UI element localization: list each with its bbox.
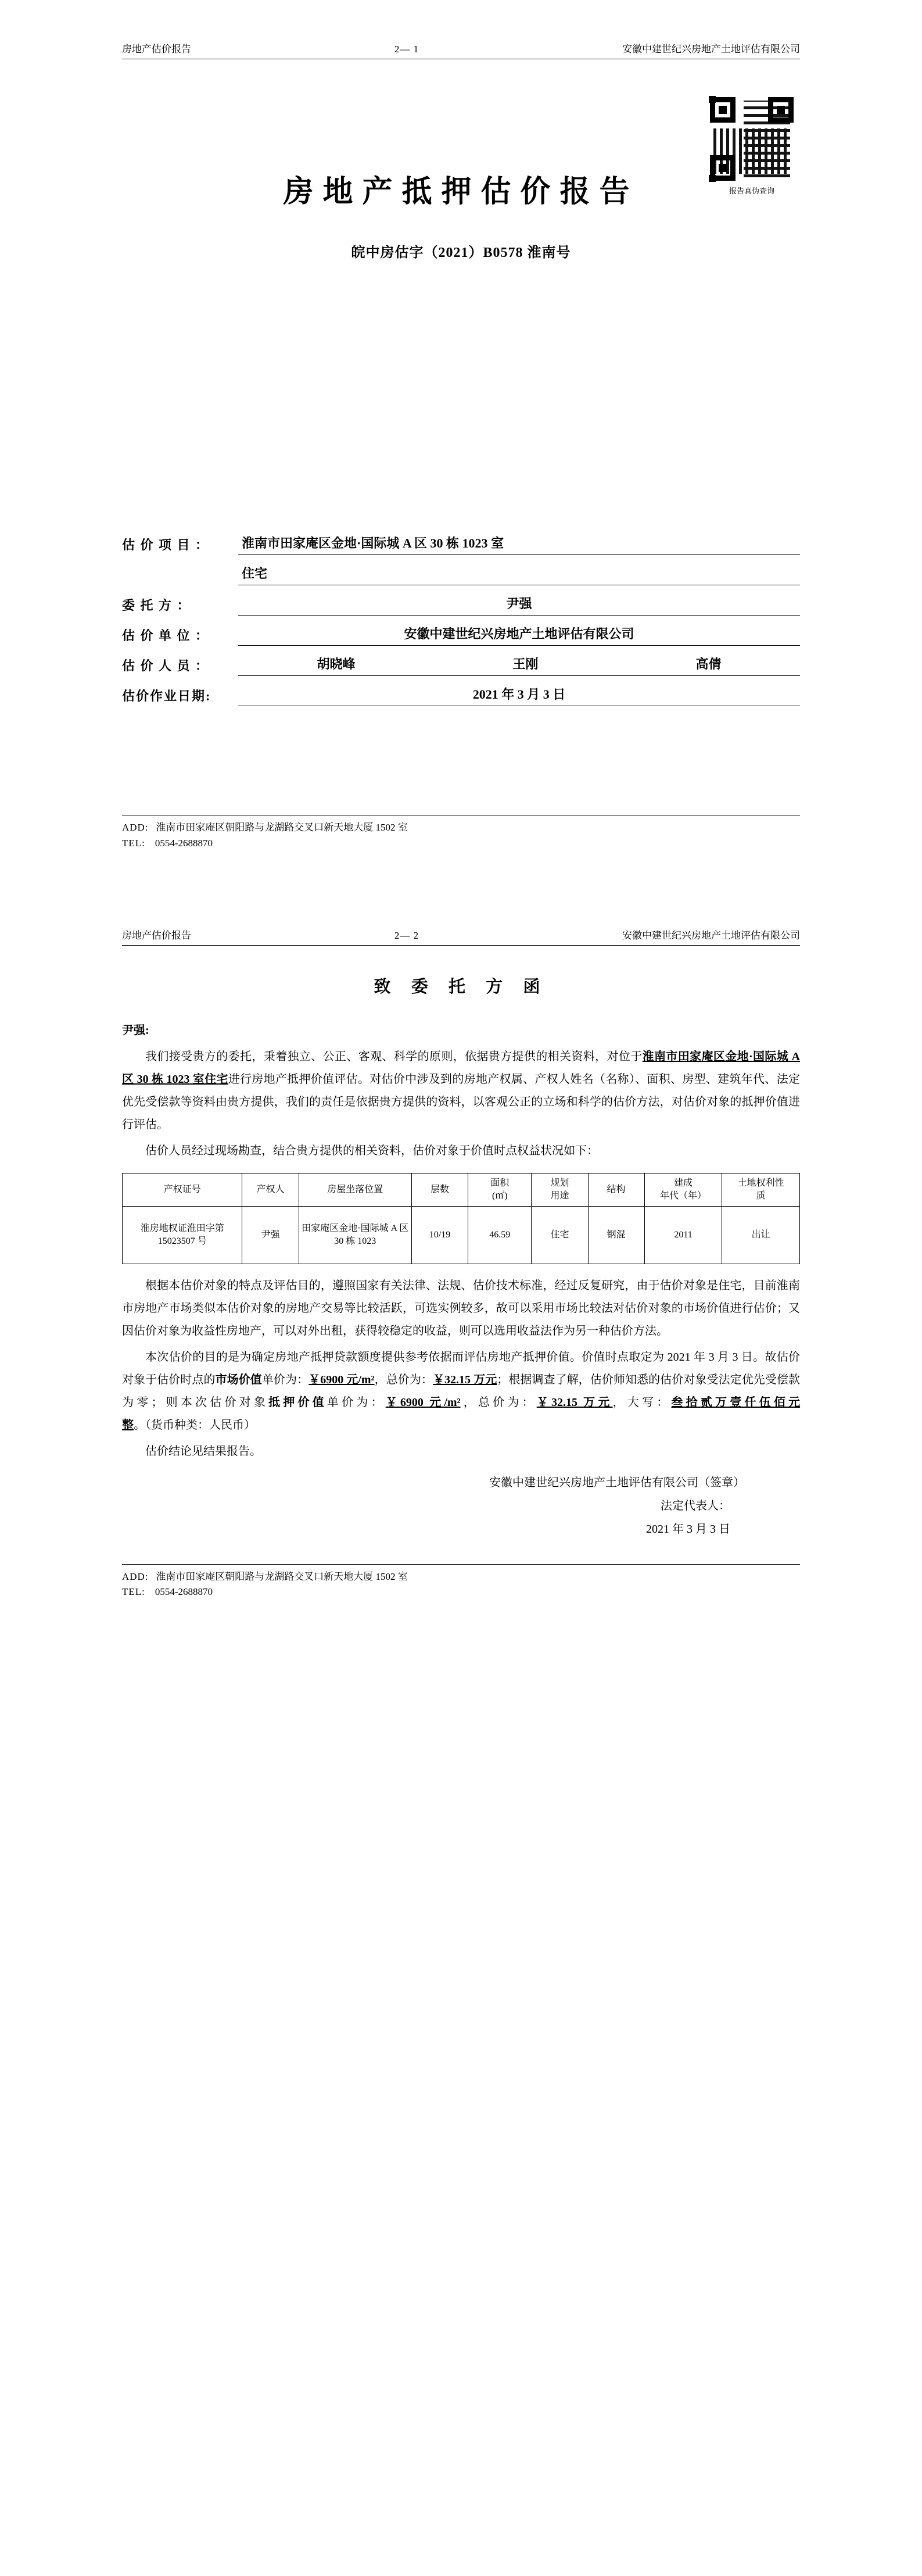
field-label-project: 估 价 项 目 ： (122, 538, 210, 553)
qr-verification-block (702, 96, 801, 196)
field-value-firm[interactable]: 安徽中建世纪兴房地产土地评估有限公司 (238, 625, 800, 646)
col-location: 房屋坐落位置 (299, 1173, 411, 1206)
cell-land-right: 出让 (722, 1206, 800, 1264)
col-owner: 产权人 (242, 1173, 299, 1206)
letter-salutation: 尹强: (122, 1024, 149, 1037)
header-page-marker: 2— 1 (394, 44, 419, 55)
appraiser-name-1: 胡晓峰 (317, 656, 356, 671)
mortgage-value-label: 抵押价值 (268, 1396, 327, 1409)
footer-address-label-2: ADD: (122, 1570, 149, 1582)
col-floor: 层数 (411, 1173, 468, 1206)
subject-property-inline: 淮南市田家庵区金地·国际城 A 区 30 栋 1023 室住宅 (122, 1050, 800, 1086)
col-use: 规划 用途 (532, 1173, 588, 1206)
field-value-project-cont[interactable]: 住宅 (238, 564, 800, 585)
letter-paragraph-5: 估价结论见结果报告。 (145, 1444, 261, 1458)
footer-tel-value: 0554-2688870 (155, 837, 213, 849)
cell-use: 住宅 (532, 1206, 588, 1264)
running-header-2 (122, 930, 800, 946)
footer-address-label: ADD: (122, 822, 149, 833)
footer-tel-label: TEL: (122, 837, 145, 849)
cell-year: 2011 (644, 1206, 722, 1264)
footer-address-line-2 (122, 1569, 800, 1584)
report-number: 皖中房估字（2021）B0578 淮南号 (351, 245, 571, 261)
letter-paragraph-4 (122, 1346, 800, 1437)
mortgage-unit-price: ￥6900 元/m² (385, 1396, 461, 1409)
para4-mid: ；根据调查了解，估价师知悉的估价对象受法定优先受偿款为零；则本次估价对象 (122, 1373, 801, 1409)
market-total-price: ￥32.15 万元 (432, 1373, 497, 1386)
para4-currency: 。（货币种类：人民币） (134, 1418, 256, 1432)
table-header-row (123, 1173, 800, 1206)
page-title: 房地产抵押估价报告 (283, 176, 639, 209)
market-unit-price: ￥6900 元/m² (308, 1373, 375, 1386)
cover-fields (122, 534, 800, 706)
para4-unit-prefix: 单价为： (261, 1373, 309, 1386)
cell-area: 46.59 (468, 1206, 532, 1264)
signature-legal-rep: 法定代表人： (661, 1499, 730, 1512)
footer-address-value-2: 淮南市田家庵区朝阳路与龙湖路交叉口新天地大厦 1502 室 (156, 1570, 408, 1582)
field-label-firm: 估 价 单 位 ： (122, 628, 210, 643)
page-footer-2 (122, 1564, 800, 1600)
table-row (123, 1206, 800, 1264)
letter-paragraph-2: 估价人员经过现场勘查，结合贵方提供的相关资料，估价对象于价值时点权益状况如下： (145, 1144, 598, 1158)
appraiser-name-2: 王刚 (512, 656, 539, 671)
field-project-line2 (122, 564, 800, 585)
para4-mortgage-unit-prefix: 单价为： (327, 1396, 386, 1409)
page-letter (0, 920, 922, 1617)
signature-block (122, 1471, 800, 1541)
signature-company: 安徽中建世纪兴房地产土地评估有限公司（签章） (489, 1476, 745, 1489)
cell-owner: 尹强 (242, 1206, 299, 1264)
qr-caption: 报告真伪查询 (729, 187, 774, 195)
signature-date: 2021 年 3 月 3 日 (646, 1522, 730, 1536)
property-info-table (122, 1173, 800, 1264)
footer-address-line (122, 820, 800, 835)
footer-tel-value-2: 0554-2688870 (155, 1586, 213, 1597)
appraiser-name-3: 高倩 (695, 656, 722, 671)
col-structure: 结构 (588, 1173, 644, 1206)
field-value-appraisers[interactable] (238, 655, 800, 676)
para4-mortgage-total-prefix: ，总价为： (460, 1396, 537, 1409)
header-left-text-2: 房地产估价报告 (122, 930, 191, 941)
footer-tel-label-2: TEL: (122, 1586, 145, 1597)
para4-prefix: 本次估价的目的是为确定房地产抵押贷款额度提供参考依据而评估房地产抵押价值。价值时点取定为 2021 年 3 月 3 日。故估价对象于估价时点的 (122, 1350, 800, 1386)
col-area: 面积 (㎡) (468, 1173, 532, 1206)
qr-finder-bottom-left (710, 155, 736, 181)
field-project (122, 534, 800, 555)
letter-paragraph-1: 我们接受贵方的委托，秉着独立、公正、客观、科学的原则，依据贵方提供的相关资料，对位于淮南市田家庵区金地·国际城 A 区 30 栋 1023 室住宅进行房地产抵押价值评估。对估价中涉及到的房地产权属、产权人姓名（名称）、面积、房型、建筑年代、法定优先受偿款等资料由贵方提供，我们的责任是依据贵方提供的资料，以客观公正的立场和科学的估价方法，对估价对象的抵押价值进行评估。 (122, 1050, 801, 1132)
mortgage-total-price: ￥32.15 万元 (536, 1396, 613, 1409)
col-cert-no: 产权证号 (123, 1173, 242, 1206)
market-value-label: 市场价值 (215, 1373, 262, 1386)
page-footer-1 (122, 815, 800, 851)
field-label-appraisers: 估 价 人 员 ： (122, 658, 210, 673)
col-land-right: 土地权利性 质 (722, 1173, 800, 1206)
field-label-client: 委 托 方 ： (122, 598, 191, 613)
header-company-name-2: 安徽中建世纪兴房地产土地评估有限公司 (622, 930, 800, 941)
col-year: 建成 年代（年） (644, 1173, 722, 1206)
para4-caps-prefix: ，大写： (612, 1396, 672, 1409)
header-left-text: 房地产估价报告 (122, 44, 191, 55)
cell-floor: 10/19 (411, 1206, 468, 1264)
field-appraisers (122, 655, 800, 676)
field-appraisal-date (122, 685, 800, 706)
field-label-date: 估价作业日期: (122, 688, 211, 703)
cell-structure: 钢混 (588, 1206, 644, 1264)
para4-total-prefix: ，总价为： (374, 1373, 433, 1386)
footer-tel-line-2 (122, 1584, 800, 1600)
cell-cert-no: 淮房地权证淮田字第 15023507 号 (123, 1206, 242, 1264)
header-page-marker-2: 2— 2 (394, 930, 419, 941)
field-appraisal-firm (122, 625, 800, 646)
field-client (122, 595, 800, 616)
mortgage-total-caps: 叁拾贰万壹仟伍佰元整 (122, 1396, 801, 1432)
footer-tel-line (122, 836, 800, 851)
header-company-name: 安徽中建世纪兴房地产土地评估有限公司 (622, 44, 800, 55)
field-value-client[interactable]: 尹强 (238, 595, 800, 616)
qr-code-icon[interactable] (709, 96, 795, 182)
page-cover (0, 0, 922, 920)
footer-address-value: 淮南市田家庵区朝阳路与龙湖路交叉口新天地大厦 1502 室 (156, 822, 408, 833)
letter-paragraph-3: 根据本估价对象的特点及评估目的，遵照国家有关法律、法规、估价技术标准，经过反复研究，由于估价对象是住宅，目前淮南市房地产市场类似本估价对象的房地产交易等比较活跃，可选实例较多，故可以采用市场比较法对估价对象的市场价值进行估价；又因估价对象为收益性房地产，可以对外出租，获得较稳定的收益，则可以选用收益法作为另一种估价方法。 (122, 1279, 800, 1337)
field-value-project[interactable]: 淮南市田家庵区金地·国际城 A 区 30 栋 1023 室 (238, 534, 800, 555)
cell-location: 田家庵区金地·国际城 A 区 30 栋 1023 (299, 1206, 411, 1264)
running-header (122, 44, 800, 59)
field-value-date[interactable]: 2021 年 3 月 3 日 (238, 685, 800, 706)
letter-title: 致 委 托 方 函 (374, 978, 548, 997)
field-label-spacer (122, 584, 238, 585)
